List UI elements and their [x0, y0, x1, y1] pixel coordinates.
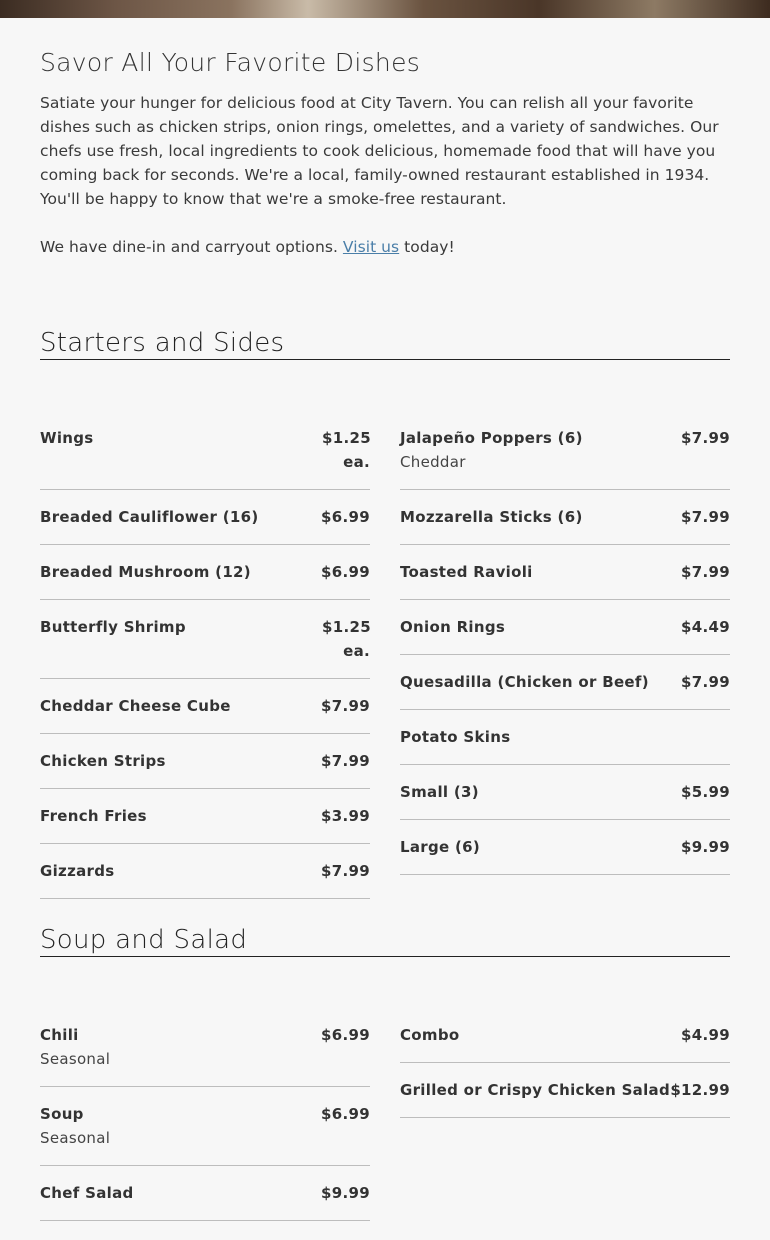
- item-price: $9.99: [321, 1184, 370, 1202]
- intro-paragraph: Satiate your hunger for delicious food at City Tavern. You can relish all your favorite dishes such as chicken strips, onion rings, omelettes, and a variety of sandwiches. Our chefs use fresh, local ingredients to cook delicious, homemade food that will have you coming back for seconds. We're a local, family-owned restaurant established in 1934. You'll be happy to know that we're a smoke-free restaurant.: [40, 94, 719, 208]
- visit-us-link[interactable]: Visit us: [342, 238, 400, 256]
- menu-item: [400, 1017, 730, 1063]
- item-price: $7.99: [321, 752, 370, 770]
- menu-item: [40, 1166, 370, 1221]
- menu-item: [400, 600, 730, 655]
- item-name: Gizzards: [40, 862, 115, 880]
- menu-item: [40, 679, 370, 734]
- item-price: $12.99: [670, 1081, 730, 1099]
- menu-item: [400, 545, 730, 600]
- page-title: Savor All Your Favorite Dishes: [40, 48, 421, 77]
- item-name: Chicken Strips: [40, 752, 166, 770]
- item-name: Breaded Cauliflower (16): [40, 508, 259, 526]
- item-price: $6.99: [321, 508, 370, 526]
- menu-column-left: [40, 1017, 370, 1221]
- item-name: Cheddar Cheese Cube: [40, 697, 231, 715]
- menu-item: [400, 655, 730, 710]
- item-price: $6.99: [321, 1105, 370, 1123]
- section-title-starters: Starters and Sides: [40, 327, 730, 360]
- item-name: Small (3): [400, 783, 479, 801]
- menu-item: [40, 789, 370, 844]
- menu-item: [40, 600, 370, 679]
- item-name: French Fries: [40, 807, 147, 825]
- item-price: $5.99: [681, 783, 730, 801]
- menu-item: [40, 844, 370, 899]
- item-name: Jalapeño Poppers (6): [400, 429, 583, 447]
- item-name: Grilled or Crispy Chicken Salad: [400, 1081, 670, 1099]
- item-price: $6.99: [321, 1026, 370, 1044]
- menu-item: [40, 1017, 370, 1087]
- item-name: Quesadilla (Chicken or Beef): [400, 673, 649, 691]
- hero-image-strip: [0, 0, 770, 18]
- menu-item: [40, 490, 370, 545]
- item-name: Toasted Ravioli: [400, 563, 533, 581]
- item-price: $6.99: [321, 563, 370, 581]
- item-name: Soup: [40, 1105, 84, 1123]
- item-name: Combo: [400, 1026, 460, 1044]
- main-content: [0, 46, 770, 1221]
- menu-item: [40, 545, 370, 600]
- options-paragraph: [40, 235, 730, 259]
- item-name: Onion Rings: [400, 618, 506, 636]
- item-price: $1.25 ea.: [322, 429, 371, 471]
- section-title-soup-salad: Soup and Salad: [40, 924, 730, 957]
- menu-item: [400, 765, 730, 820]
- menu-column-right: [400, 1017, 730, 1221]
- menu-item: [400, 420, 730, 490]
- menu-item: [40, 420, 370, 490]
- item-name: Chef Salad: [40, 1184, 134, 1202]
- menu-item: [400, 820, 730, 875]
- menu-column-left: [40, 420, 370, 899]
- item-price: $4.99: [681, 1026, 730, 1044]
- item-name: Chili: [40, 1026, 79, 1044]
- item-name: Potato Skins: [400, 728, 511, 746]
- options-text: We have dine-in and carryout options.: [40, 238, 338, 256]
- item-price: $7.99: [321, 697, 370, 715]
- item-name: Wings: [40, 429, 94, 447]
- item-name: Breaded Mushroom (12): [40, 563, 251, 581]
- item-name: Mozzarella Sticks (6): [400, 508, 583, 526]
- item-price: $9.99: [681, 838, 730, 856]
- menu-item: [40, 1087, 370, 1166]
- menu-item: [400, 1063, 730, 1118]
- menu-item: [400, 490, 730, 545]
- menu-grid-soup-salad: [40, 1017, 730, 1221]
- item-name: Butterfly Shrimp: [40, 618, 186, 636]
- item-description: Seasonal: [40, 1050, 111, 1068]
- options-suffix: today!: [404, 238, 455, 256]
- item-price: $7.99: [321, 862, 370, 880]
- menu-column-right: [400, 420, 730, 899]
- menu-item: [400, 710, 730, 765]
- item-price: $4.49: [681, 618, 730, 636]
- item-price: $3.99: [321, 807, 370, 825]
- item-price: $1.25 ea.: [322, 618, 371, 660]
- item-price: $7.99: [681, 429, 730, 447]
- menu-grid-starters: [40, 420, 730, 899]
- item-name: Large (6): [400, 838, 481, 856]
- item-description: Cheddar: [400, 453, 466, 471]
- item-price: $7.99: [681, 673, 730, 691]
- item-price: $7.99: [681, 563, 730, 581]
- menu-item: [40, 734, 370, 789]
- item-description: Seasonal: [40, 1129, 111, 1147]
- item-price: $7.99: [681, 508, 730, 526]
